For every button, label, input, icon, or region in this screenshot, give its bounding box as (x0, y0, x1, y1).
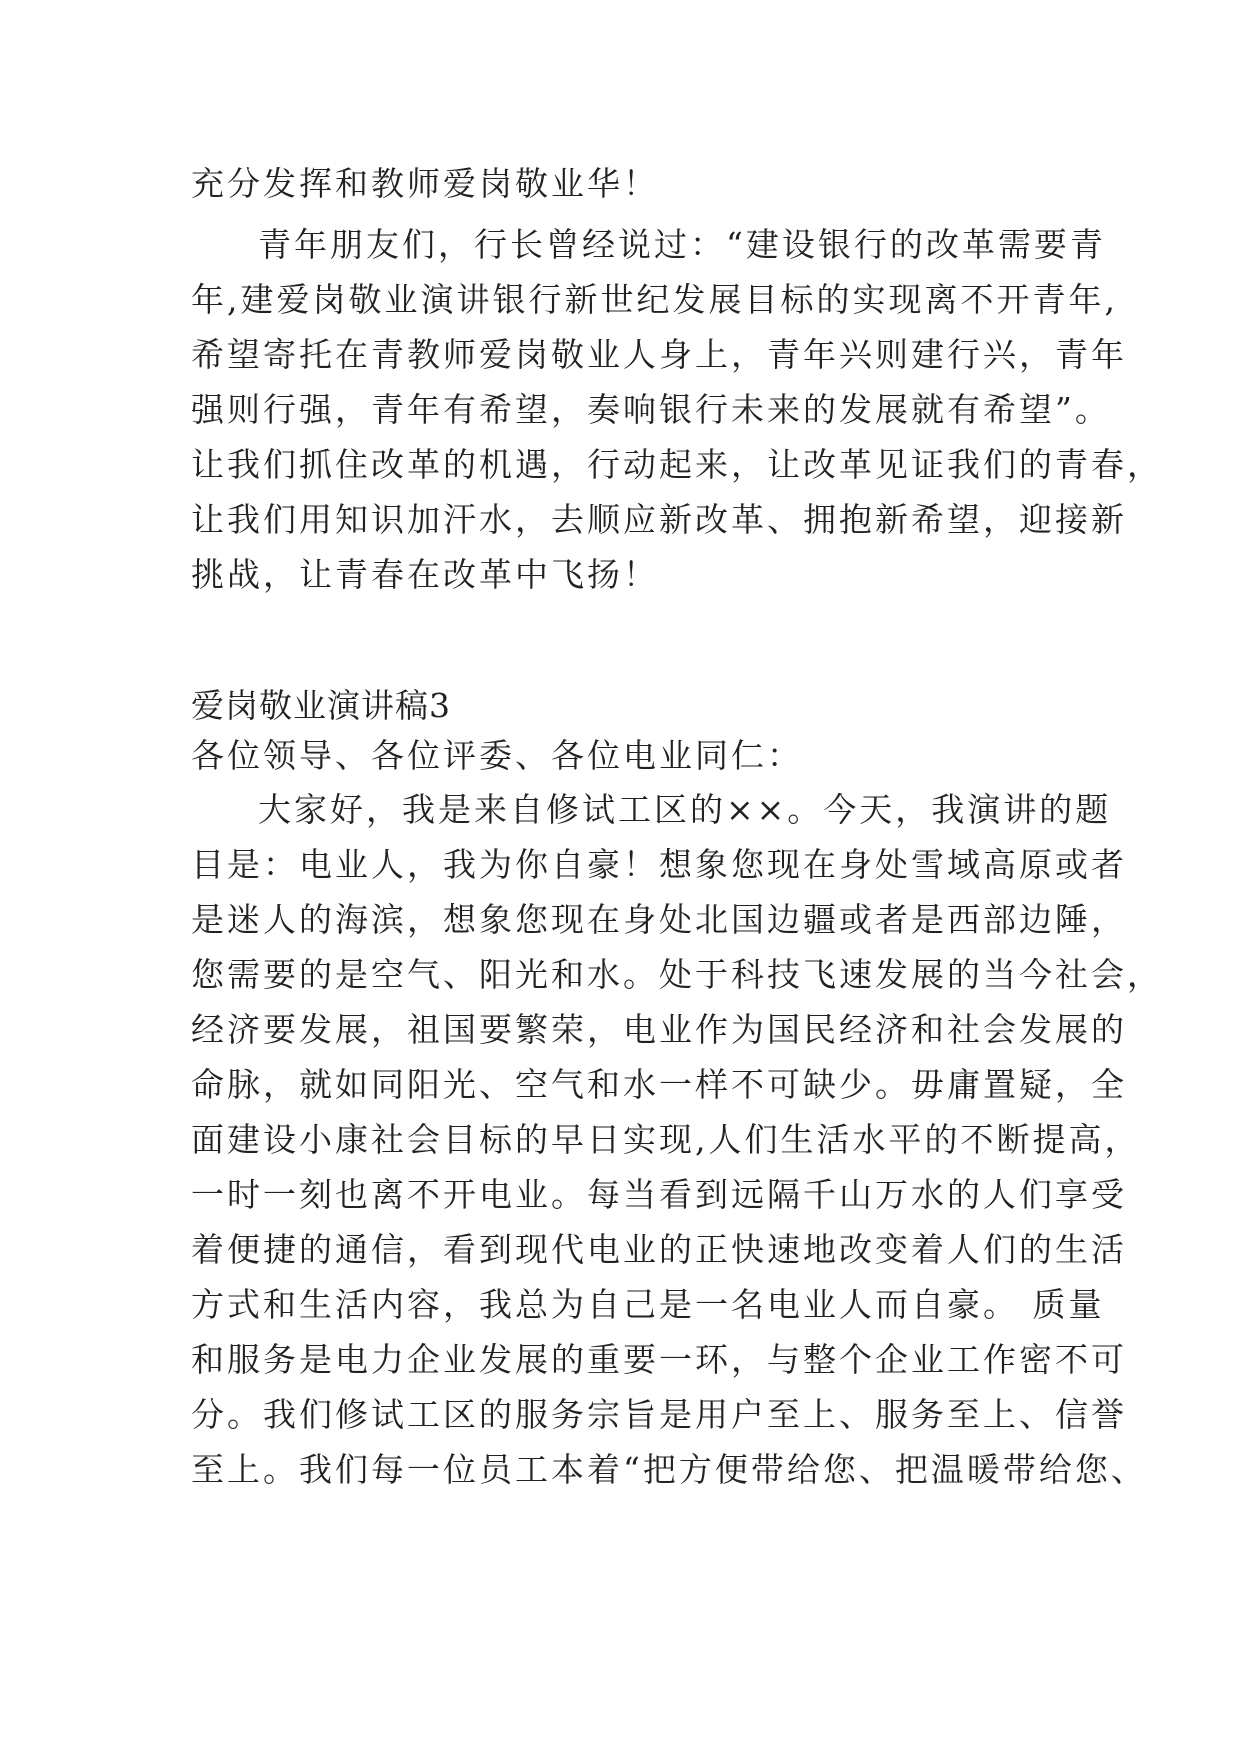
paragraph-line: 青年朋友们，行长曾经说过：“建设银行的改革需要青 (258, 225, 1106, 264)
paragraph-line: 至上。我们每一位员工本着“把方便带给您、把温暖带给您、 (191, 1450, 1147, 1489)
paragraph-line: 命脉，就如同阳光、空气和水一样不可缺少。毋庸置疑，全 (191, 1065, 1127, 1104)
paragraph-line: 面建设小康社会目标的早日实现,人们生活水平的不断提高， (191, 1120, 1141, 1159)
paragraph-line: 经济要发展，祖国要繁荣，电业作为国民经济和社会发展的 (191, 1010, 1127, 1049)
paragraph-line: 大家好，我是来自修试工区的××。今天，我演讲的题 (258, 790, 1112, 829)
paragraph-line: 一时一刻也离不开电业。每当看到远隔千山万水的人们享受 (191, 1175, 1127, 1214)
paragraph-line: 充分发挥和教师爱岗敬业华！ (191, 164, 659, 203)
paragraph-line: 您需要的是空气、阳光和水。处于科技飞速发展的当今社会， (191, 955, 1163, 994)
paragraph-line: 分。我们修试工区的服务宗旨是用户至上、服务至上、信誉 (191, 1395, 1127, 1434)
paragraph-line: 希望寄托在青教师爱岗敬业人身上，青年兴则建行兴，青年 (191, 335, 1127, 374)
section-title: 爱岗敬业演讲稿3 (191, 686, 451, 725)
paragraph-line: 挑战，让青春在改革中飞扬！ (191, 555, 659, 594)
paragraph-line: 着便捷的通信，看到现代电业的正快速地改变着人们的生活 (191, 1230, 1127, 1269)
paragraph-line: 方式和生活内容，我总为自己是一名电业人而自豪。 质量 (191, 1285, 1105, 1324)
paragraph-line: 和服务是电力企业发展的重要一环，与整个企业工作密不可 (191, 1340, 1127, 1379)
paragraph-line: 年,建爱岗敬业演讲银行新世纪发展目标的实现离不开青年, (191, 280, 1118, 319)
greeting-line: 各位领导、各位评委、各位电业同仁： (191, 736, 803, 775)
paragraph-line: 让我们抓住改革的机遇，行动起来，让改革见证我们的青春， (191, 445, 1163, 484)
paragraph-line: 强则行强，青年有希望，奏响银行未来的发展就有希望”。 (191, 390, 1111, 429)
paragraph-line: 目是：电业人，我为你自豪！想象您现在身处雪域高原或者 (191, 845, 1127, 884)
paragraph-line: 让我们用知识加汗水，去顺应新改革、拥抱新希望，迎接新 (191, 500, 1127, 539)
paragraph-line: 是迷人的海滨，想象您现在身处北国边疆或者是西部边陲， (191, 900, 1127, 939)
